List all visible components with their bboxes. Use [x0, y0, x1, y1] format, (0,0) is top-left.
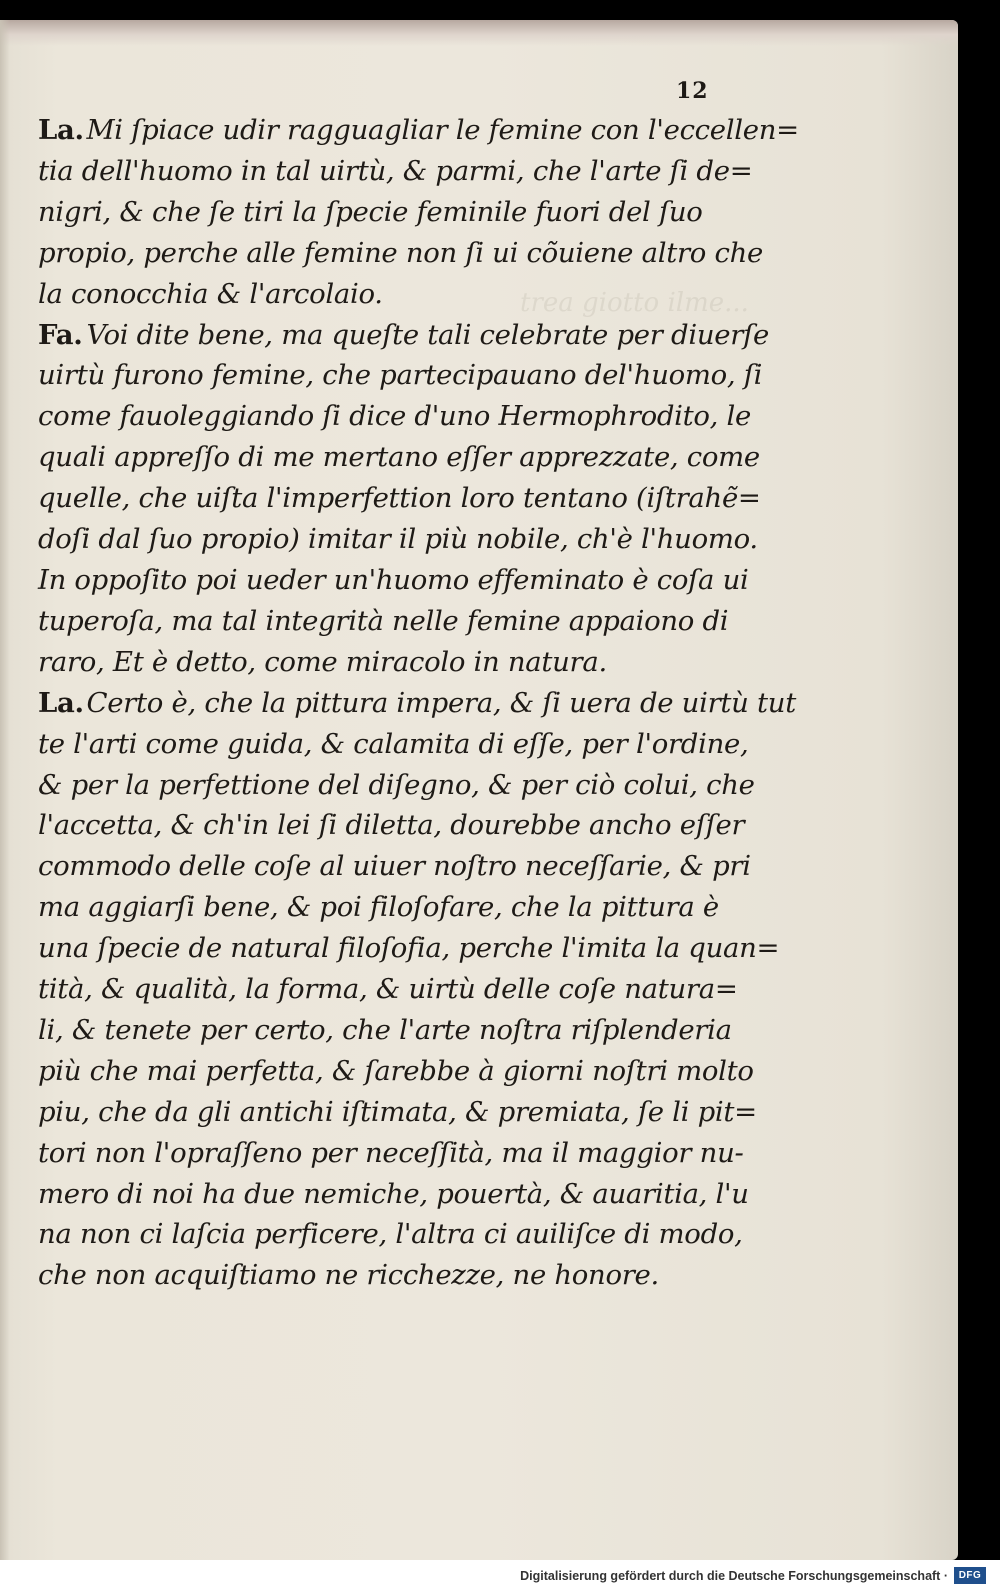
line-text: tia dell'huomo in tal uirtù, & parmi, che l'arte ſi de= — [38, 154, 753, 187]
line-text: piu, che da gli antichi iſtimata, & premiata, ſe li pit= — [38, 1095, 757, 1128]
text-line — [38, 274, 758, 315]
line-text: uirtù furono femine, che partecipauano del'huomo, ſi — [38, 359, 763, 392]
line-text: na non ci laſcia perficere, l'altra ci auiliſce di modo, — [38, 1218, 743, 1251]
line-text: tuperoſa, ma tal integrità nelle femine appaiono di — [38, 604, 729, 637]
text-line — [38, 478, 761, 519]
speech-paragraph — [38, 683, 796, 1297]
text-line — [38, 151, 758, 192]
text-line — [38, 110, 799, 151]
text-line — [38, 560, 758, 601]
text-line — [38, 969, 758, 1010]
line-text: una ſpecie de natural filoſofia, perche l'imita la quan= — [38, 932, 780, 965]
text-line — [38, 846, 758, 887]
line-text: che non acquiſtiamo ne ricchezze, ne honore. — [38, 1259, 659, 1292]
page-edge-shadow-left — [0, 20, 10, 1560]
text-line — [38, 519, 758, 560]
speaker-label: La. — [38, 686, 84, 719]
page-edge-shadow-top — [0, 20, 958, 46]
footer-bar — [0, 1560, 1000, 1591]
text-line — [38, 683, 796, 724]
line-text: come fauoleggiando ſi dice d'uno Hermophrodito, le — [38, 400, 751, 433]
line-text: li, & tenete per certo, che l'arte noſtra riſplenderia — [38, 1013, 732, 1046]
line-text: mero di noi ha due nemiche, pouertà, & auaritia, l'u — [38, 1177, 749, 1210]
folio-number: 12 — [676, 78, 709, 104]
line-text: Mi ſpiace udir ragguagliar le femine con l'eccellen= — [86, 114, 799, 146]
text-line — [38, 1092, 758, 1133]
text-line — [38, 437, 760, 478]
text-line — [38, 1133, 758, 1174]
line-text: Voi dite bene, ma queſte tali celebrate per diuerſe — [86, 318, 769, 351]
text-line — [38, 805, 758, 846]
line-text: propio, perche alle femine non ſi ui cõuiene altro che — [38, 236, 763, 269]
text-line — [38, 1051, 758, 1092]
line-text: & per la perfettione del diſegno, & per ciò colui, che — [38, 768, 755, 801]
line-text: In oppoſito poi ueder un'huomo effeminato è coſa ui — [38, 563, 749, 596]
text-line — [38, 1010, 758, 1051]
text-line — [38, 233, 763, 274]
show-through-text: trea giotto ilme... — [520, 288, 749, 318]
line-text: ma aggiarſi bene, & poi filoſofare, che la pittura è — [38, 891, 719, 924]
dfg-logo: DFG — [954, 1567, 986, 1584]
text-line — [38, 928, 780, 969]
book-page — [0, 20, 958, 1560]
line-text: la conocchia & l'arcolaio. — [38, 277, 383, 310]
speaker-label: Fa. — [38, 318, 83, 351]
text-line — [38, 192, 758, 233]
line-text: tori non l'oprаſſeno per neceſſità, ma il maggior nu- — [38, 1136, 744, 1169]
text-line — [38, 355, 763, 396]
line-text: doſi dal ſuo propio) imitar il più nobile, ch'è l'huomo. — [38, 523, 758, 556]
line-text: Certo è, che la pittura impera, & ſi uera de uirtù tut — [86, 686, 796, 719]
text-line — [38, 396, 758, 437]
line-text: raro, Et è detto, come miracolo in natura. — [38, 645, 607, 678]
text-line — [38, 315, 769, 356]
text-line — [38, 601, 758, 642]
body-text — [38, 110, 799, 1296]
line-text: quali appreſſo di me mertano eſſer apprezzate, come — [38, 441, 760, 474]
line-text: te l'arti come guida, & calamita di eſſe, per l'ordine, — [38, 727, 749, 760]
line-text: quelle, che uiſta l'imperfettion loro tentano (iſtrahẽ= — [38, 482, 761, 515]
line-text: più che mai perfetta, & ſarebbe à giorni noſtri molto — [38, 1054, 754, 1087]
line-text: commodo delle coſe al uiuer noſtro neceſſarie, & pri — [38, 850, 751, 883]
funding-credit: Digitalisierung gefördert durch die Deutsche Forschungsgemeinschaft · — [520, 1569, 948, 1583]
line-text: l'accetta, & ch'in lei ſi diletta, dourebbe ancho eſſer — [38, 809, 745, 842]
text-line — [38, 765, 758, 806]
line-text: tità, & qualità, la forma, & uirtù delle coſe natura= — [38, 973, 738, 1006]
text-line — [38, 642, 758, 683]
speaker-label: La. — [38, 114, 84, 146]
text-line — [38, 1174, 758, 1215]
speech-paragraph — [38, 110, 799, 315]
text-line — [38, 1255, 758, 1296]
text-line — [38, 887, 758, 928]
line-text: nigri, & che ſe tiri la ſpecie feminile fuori del ſuo — [38, 195, 703, 228]
text-line — [38, 724, 758, 765]
speech-paragraph — [38, 315, 769, 683]
text-line — [38, 1214, 758, 1255]
